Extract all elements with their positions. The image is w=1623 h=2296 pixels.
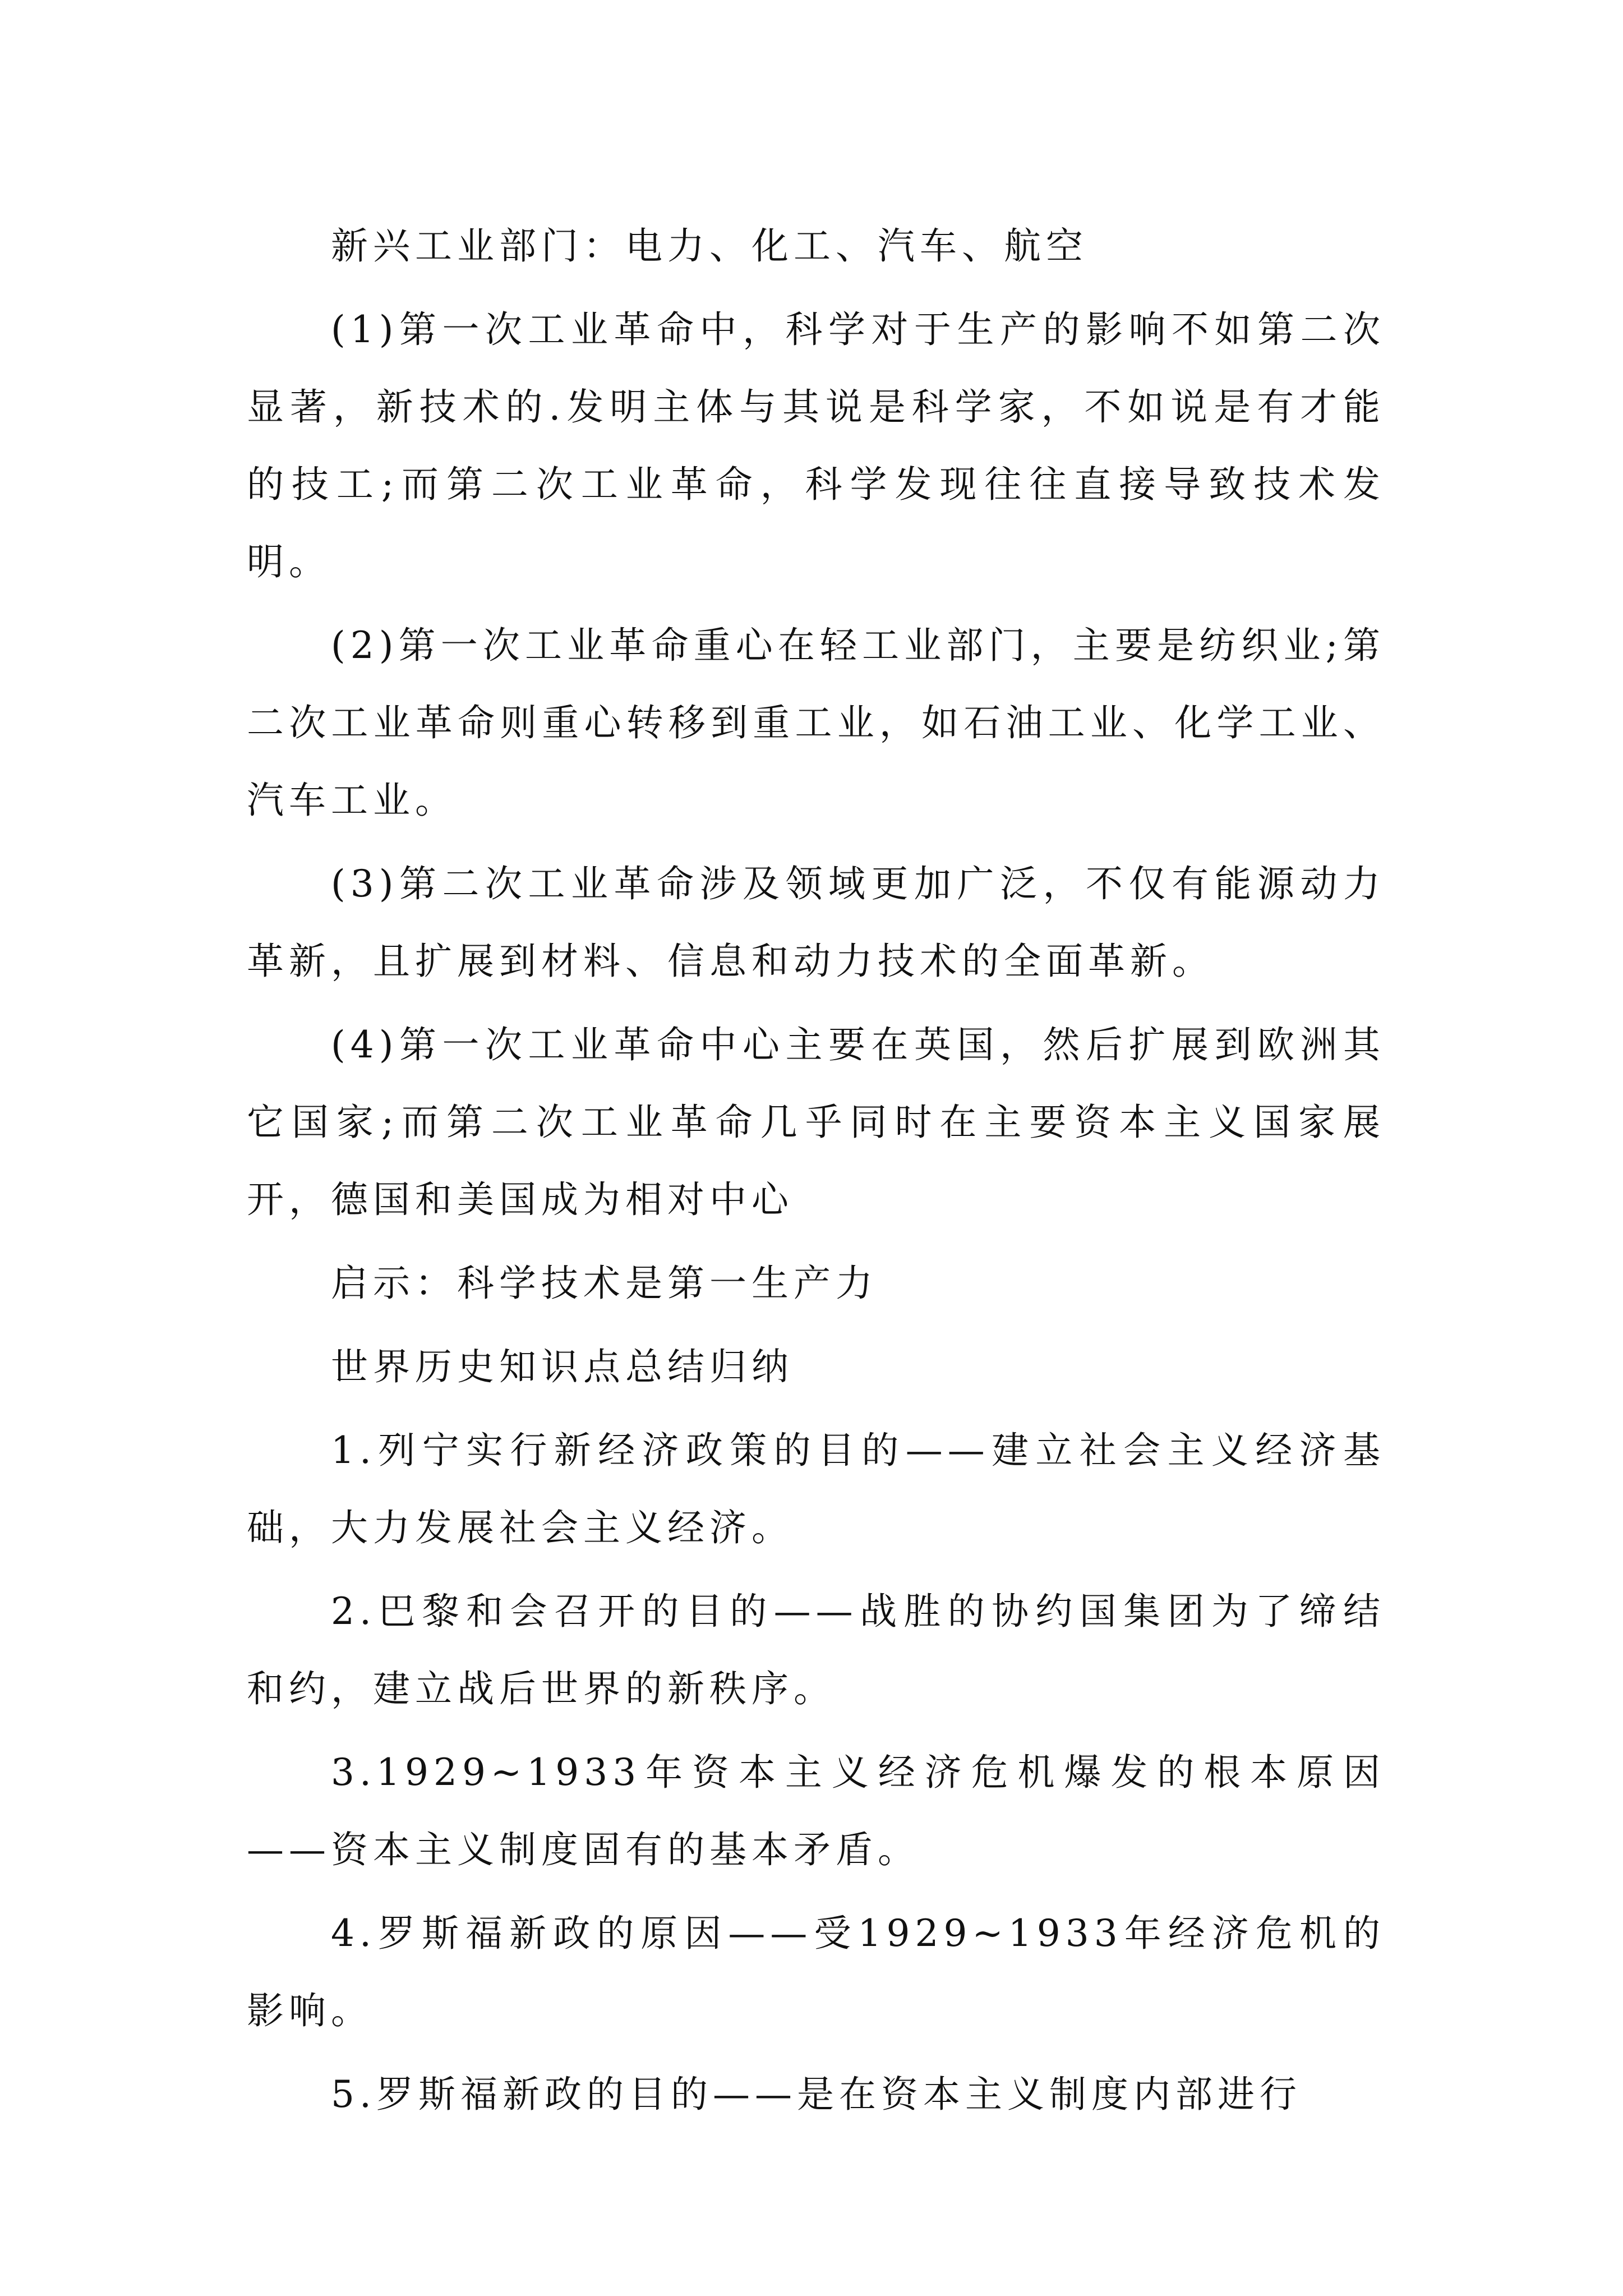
list-item: 3.1929~1933年资本主义经济危机爆发的根本原因——资本主义制度固有的基本矛盾。 xyxy=(247,1751,1385,1871)
paragraph-point-4: (4)第一次工业革命中心主要在英国，然后扩展到欧洲其它国家;而第二次工业革命几乎同时在主要资本主义国家展开，德国和美国成为相对中心 xyxy=(247,1023,1385,1221)
list-item: 1.列宁实行新经济政策的目的——建立社会主义经济基础，大力发展社会主义经济。 xyxy=(247,1429,1385,1549)
paragraph-new-industries: 新兴工业部门：电力、化工、汽车、航空 xyxy=(331,224,1088,268)
list-item: 5.罗斯福新政的目的——是在资本主义制度内部进行 xyxy=(331,2073,1302,2116)
section-heading: 世界历史知识点总结归纳 xyxy=(331,1345,794,1388)
paragraph-point-1: (1)第一次工业革命中，科学对于生产的影响不如第二次显著，新技术的.发明主体与其说是科学家，不如说是有才能的技工;而第二次工业革命，科学发现往往直接导致技术发明。 xyxy=(247,308,1385,583)
list-item: 2.巴黎和会召开的目的——战胜的协约国集团为了缔结和约，建立战后世界的新秩序。 xyxy=(247,1590,1385,1710)
paragraph-point-3: (3)第二次工业革命涉及领域更加广泛，不仅有能源动力革新，且扩展到材料、信息和动力技术的全面革新。 xyxy=(247,862,1385,983)
list-item: 4.罗斯福新政的原因——受1929~1933年经济危机的影响。 xyxy=(247,1912,1385,2032)
paragraph-point-2: (2)第一次工业革命重心在轻工业部门，主要是纺织业;第二次工业革命则重心转移到重工业，如石油工业、化学工业、汽车工业。 xyxy=(247,624,1385,822)
document-body xyxy=(247,208,1385,2139)
paragraph-inspiration: 启示：科学技术是第一生产力 xyxy=(331,1262,878,1305)
